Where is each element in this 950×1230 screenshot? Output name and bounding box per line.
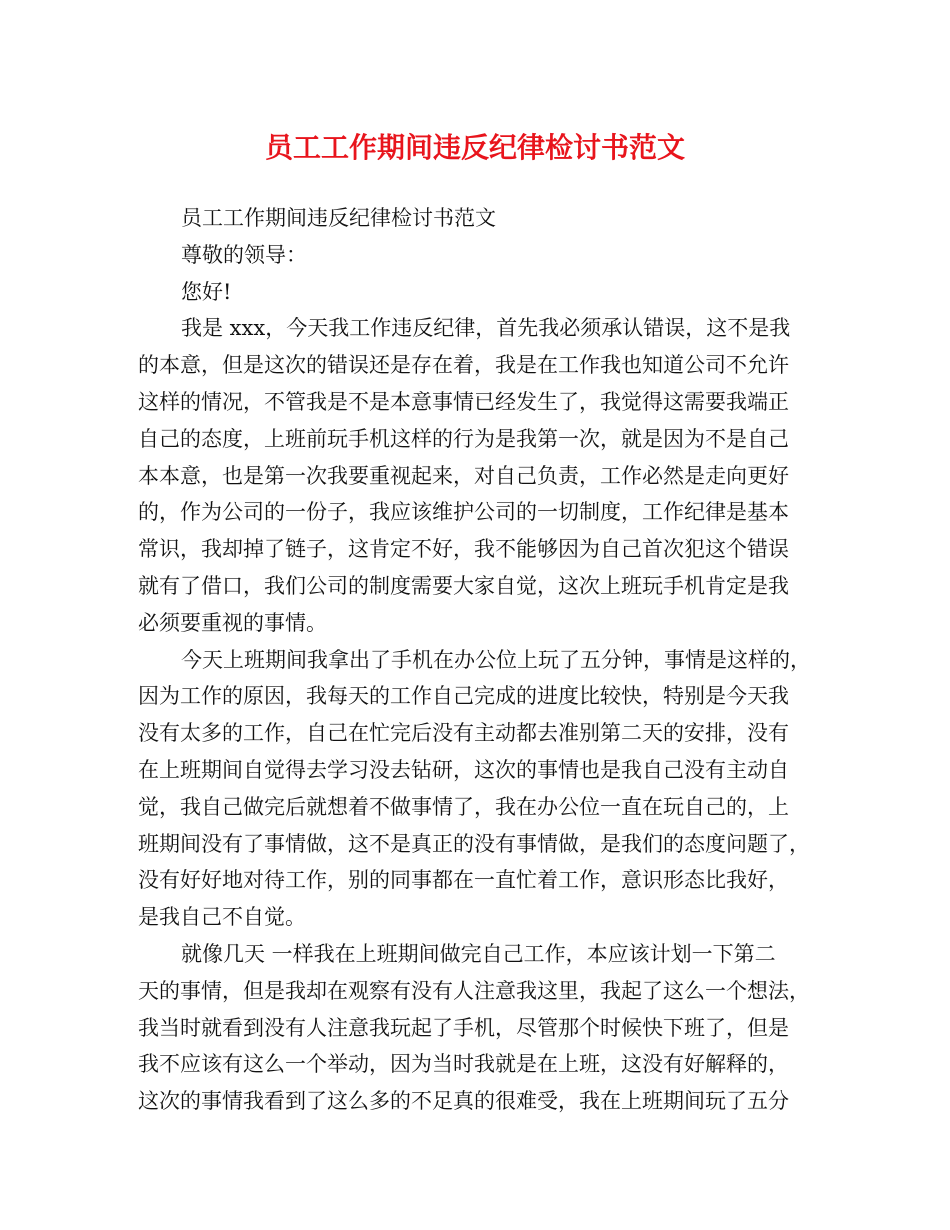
text-line: 自己的态度，上班前玩手机这样的行为是我第一次，就是因为不是自己 — [138, 426, 789, 451]
text-line: 没有太多的工作，自己在忙完后没有主动都去准别第二天的安排，没有 — [138, 721, 789, 746]
text-line: 就像几天 一样我在上班期间做完自己工作，本应该计划一下第二 — [181, 941, 776, 966]
text-line: 我当时就看到没有人注意我玩起了手机，尽管那个时候快下班了，但是 — [138, 1015, 789, 1040]
document-title: 员工工作期间违反纪律检讨书范文 — [264, 131, 685, 164]
text-line: 我是 xxx，今天我工作违反纪律，首先我必须承认错误，这不是我 — [181, 316, 791, 341]
document-body — [138, 200, 818, 1120]
text-line: 员工工作期间违反纪律检讨书范文 — [181, 206, 496, 230]
text-line: 觉，我自己做完后就想着不做事情了，我在办公位一直在玩自己的，上 — [138, 794, 789, 819]
text-line: 您好! — [181, 279, 232, 304]
text-line: 天的事情，但是我却在观察有没有人注意我这里，我起了这么一个想法， — [138, 978, 810, 1003]
text-line: 今天上班期间我拿出了手机在办公位上玩了五分钟，事情是这样的， — [181, 647, 811, 672]
text-line: 是我自己不自觉。 — [138, 905, 306, 930]
text-line: 的，作为公司的一份子，我应该维护公司的一切制度，工作纪律是基本 — [138, 500, 789, 525]
text-line: 的本意，但是这次的错误还是存在着，我是在工作我也知道公司不允许 — [138, 353, 789, 378]
text-line: 在上班期间自觉得去学习没去钻研，这次的事情也是我自己没有主动自 — [138, 757, 789, 782]
text-line: 尊敬的领导： — [181, 242, 307, 267]
text-line: 这次的事情我看到了这么多的不足真的很难受，我在上班期间玩了五分 — [138, 1089, 789, 1114]
text-line: 就有了借口，我们公司的制度需要大家自觉，这次上班玩手机肯定是我 — [138, 573, 789, 598]
text-line: 班期间没有了事情做，这不是真正的没有事情做，是我们的态度问题了， — [138, 831, 810, 856]
text-line: 必须要重视的事情。 — [138, 610, 327, 635]
text-line: 因为工作的原因，我每天的工作自己完成的进度比较快，特别是今天我 — [138, 684, 789, 709]
text-line: 没有好好地对待工作，别的同事都在一直忙着工作，意识形态比我好， — [138, 868, 789, 893]
text-line: 本本意，也是第一次我要重视起来，对自己负责，工作必然是走向更好 — [138, 463, 789, 488]
text-line: 我不应该有这么一个举动，因为当时我就是在上班，这没有好解释的， — [138, 1052, 789, 1077]
text-line: 常识，我却掉了链子，这肯定不好，我不能够因为自己首次犯这个错误 — [138, 537, 789, 562]
text-line: 这样的情况，不管我是不是本意事情已经发生了，我觉得这需要我端正 — [138, 389, 789, 414]
